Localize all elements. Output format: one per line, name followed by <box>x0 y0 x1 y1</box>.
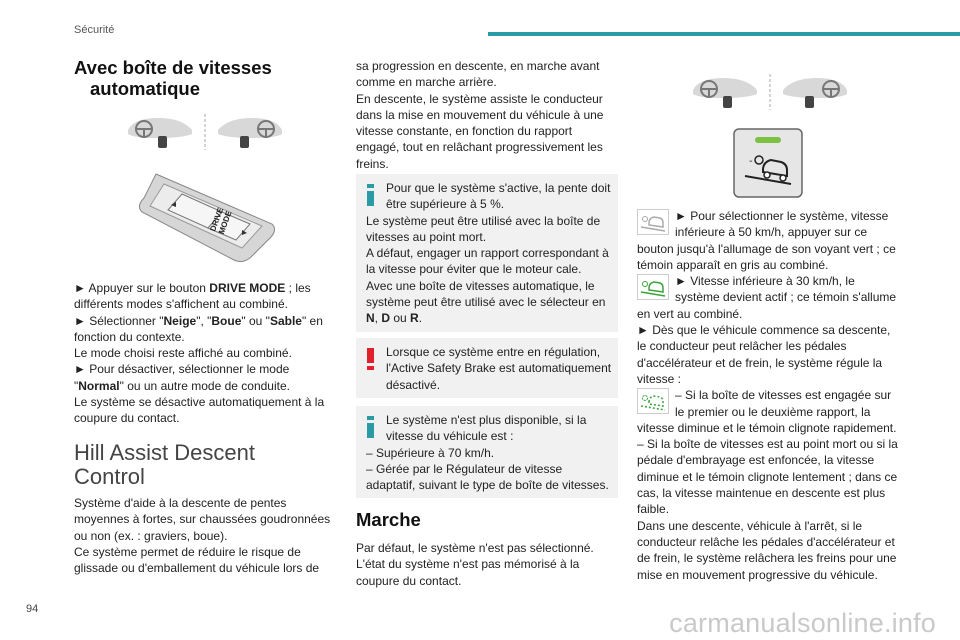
col3-text <box>637 208 899 583</box>
steering-wheel-lhd-rhd-icon <box>685 72 855 112</box>
p-press-drive-mode: ► Appuyer sur le bouton DRIVE MODE ; les différents modes s'affichent au combiné. <box>74 281 311 312</box>
info-icon <box>367 184 374 206</box>
p-system-purpose: Ce système permet de réduire le risque de glissade ou d'emballement du véhicule lors de <box>74 544 320 576</box>
col1-text <box>74 280 336 427</box>
header-section: Sécurité <box>74 24 115 36</box>
p-system-active: ► Vitesse inférieure à 30 km/h, le système devient actif ; ce témoin s'allume en vert au combiné. <box>637 274 897 321</box>
drive-mode-label: DRIVE MODE <box>208 206 234 236</box>
p-auto-deactivate: Le système se désactive automatiquement à la coupure du contact. <box>74 395 325 426</box>
heading-marche: Marche <box>356 509 421 530</box>
info-icon <box>367 416 374 438</box>
hill-descent-blinking-icon <box>637 388 669 414</box>
p-descent-regulation: ► Dès que le véhicule commence sa descente, le conducteur peut relâcher les pédales d'accélérateur et de frein, le système régule la vitesse : <box>637 323 891 386</box>
drive-mode-button-illustration <box>138 168 278 264</box>
info-note-activation: Pour que le système s'active, la pente doit être supérieure à 5 %. Le système peut être utilisé avec la boîte de vitesses au point mort. A défaut, engager un rapport correspondant à la vitesse pour éviter que le moteur cale. Avec une boîte de vitesses automatique, le système peut être utilisé avec le sélecteur en N, D ou R. <box>356 174 618 332</box>
watermark: carmanualsonline.info <box>669 608 936 638</box>
col1-text-2 <box>74 495 336 576</box>
hill-descent-green-icon <box>637 274 669 300</box>
p-mode-displayed: Le mode choisi reste affiché au combiné. <box>74 346 292 361</box>
col2-text-2: Par défaut, le système n'est pas sélectionné. L'état du système n'est pas mémorisé à la coupure du contact. <box>356 541 594 588</box>
svg-text:-: - <box>749 156 753 167</box>
warning-note-asb: Lorsque ce système entre en régulation, l'Active Safety Brake est automatiquement désactivé. <box>356 338 618 398</box>
p-gear-first-second: – Si la boîte de vitesses est engagée sur le premier ou le deuxième rapport, la vitesse diminue et le témoin clignote rapidement. <box>637 388 897 435</box>
info-note-unavailable: Le système n'est plus disponible, si la vitesse du véhicule est : – Supérieure à 70 km/h. – Gérée par le Régulateur de vitesse adaptatif, suivant le type de boîte de vitesses. <box>356 406 618 498</box>
p-deactivate: ► Pour désactiver, sélectionner le mode "Normal" ou un autre mode de conduite. <box>74 362 290 393</box>
hill-descent-button-icon <box>733 128 803 198</box>
hill-descent-grey-icon <box>637 209 669 235</box>
p-select-system: ► Pour sélectionner le système, vitesse inférieure à 50 km/h, appuyer sur ce bouton jusqu'à l'allumage de son voyant vert ; ce témoin apparaît en gris au combiné. <box>637 209 896 272</box>
p-neutral-clutch: – Si la boîte de vitesses est au point mort ou si la pédale d'embrayage est enfoncée, la vitesse diminue et le témoin clignote lentement ; dans ce cas, la vitesse maintenue en descente est plus faible. <box>637 437 898 517</box>
warning-icon <box>367 348 374 370</box>
p-system-description: Système d'aide à la descente de pentes moyennes à fortes, sur chaussées goudronnées ou non (ex. : graviers, boue). <box>74 496 331 543</box>
col2-text-1: sa progression en descente, en marche avant comme en marche arrière. En descente, le système assiste le conducteur dans la mise en mouvement du véhicule à une vitesse constante, en fonction du rapport engagé, tout en relâchant progressivement les freins. <box>356 59 604 171</box>
steering-wheel-lhd-rhd-icon <box>120 112 290 152</box>
header-accent-bar <box>488 32 960 36</box>
heading-auto-gearbox: Avec boîte de vitesses automatique <box>74 57 272 99</box>
section-title-hadc: Hill Assist Descent Control <box>74 440 255 489</box>
p-select-mode: ► Sélectionner "Neige", "Boue" ou "Sable" en fonction du contexte. <box>74 313 323 344</box>
page-number: 94 <box>26 603 39 615</box>
p-stopped-descent: Dans une descente, véhicule à l'arrêt, si le conducteur relâche les pédales d'accélérateur et de frein, le système relâchera les freins pour une mise en mouvement progressive du véhicule. <box>637 518 897 582</box>
